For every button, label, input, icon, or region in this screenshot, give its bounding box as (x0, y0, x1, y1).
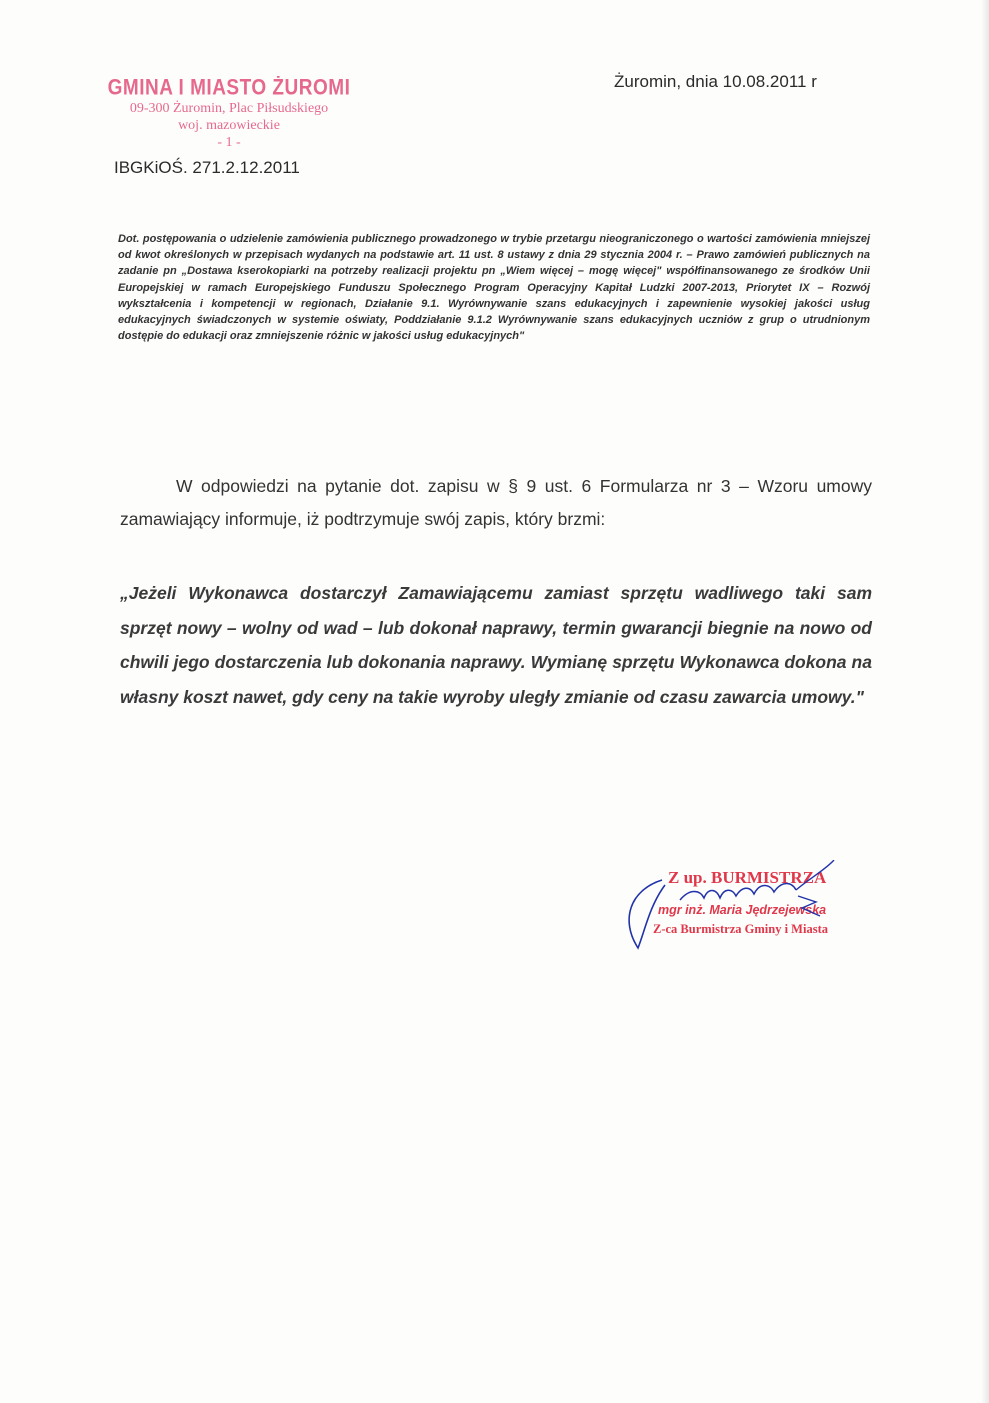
header-stamp (104, 78, 354, 151)
document-date: Żuromin, dnia 10.08.2011 r (614, 72, 817, 91)
signature-block (620, 860, 880, 960)
stamp-address: 09-300 Żuromin, Plac Piłsudskiego (129, 101, 329, 116)
stamp-title: GMINA I MIASTO ŻUROMI (107, 76, 351, 101)
signature-name: mgr inż. Maria Jędrzejewska (658, 903, 827, 917)
page-edge-shadow (981, 0, 989, 1403)
body-line-1: W odpowiedzi na pytanie dot. zapisu w § 9 ust. 6 Formularza nr 3 – Wzoru umowy (176, 476, 872, 496)
signature-title: Z-ca Burmistrza Gminy i Miasta (653, 922, 828, 936)
quoted-clause: „Jeżeli Wykonawca dostarczył Zamawiającemu zamiast sprzętu wadliwego taki sam sprzęt nowy – wolny od wad – lub dokonał naprawy, termin gwarancji biegnie na nowo od chwili jego dostarczenia lub dokonania naprawy. Wymianę sprzętu Wykonawca dokona na własny koszt nawet, gdy ceny na takie wyroby uległy zmianie od czasu zawarcia umowy." (120, 583, 872, 707)
stamp-page-number: - 1 - (217, 135, 241, 150)
handwritten-signature (620, 860, 880, 960)
signature-authority: Z up. BURMISTRZA (668, 868, 827, 887)
body-line-2: zamawiający informuje, iż podtrzymuje swój zapis, który brzmi: (120, 509, 606, 529)
subject-paragraph: Dot. postępowania o udzielenie zamówienia publicznego prowadzonego w trybie przetargu nieograniczonego o wartości zamówienia mniejszej od kwot określonych w przepisach wydanych na podstawie art. 11 ust. 8 ustawy z dnia 29 stycznia 2004 r. – Prawo zamówień publicznych na zadanie pn „Dostawa kserokopiarki na potrzeby realizacji projektu pn „Wiem więcej – mogę więcej" współfinansowanego ze środków Unii Europejskiej w ramach Europejskiego Funduszu Społecznego Program Operacyjny Kapitał Ludzki 2007-2013, Priorytet IX – Rozwój wykształcenia i kompetencji w regionach, Działanie 9.1. Wyrównywanie szans edukacyjnych i zapewnienie wysokiej jakości usług edukacyjnych świadczonych w systemie oświaty, Poddziałanie 9.1.2 Wyrównywanie szans edukacyjnych uczniów z grup o utrudnionym dostępie do edukacji oraz zmniejszenie różnic w jakości usług edukacyjnych" (118, 233, 870, 343)
body-paragraph (120, 470, 872, 536)
stamp-region: woj. mazowieckie (178, 118, 280, 133)
reference-number: IBGKiOŚ. 271.2.12.2011 (114, 158, 300, 177)
